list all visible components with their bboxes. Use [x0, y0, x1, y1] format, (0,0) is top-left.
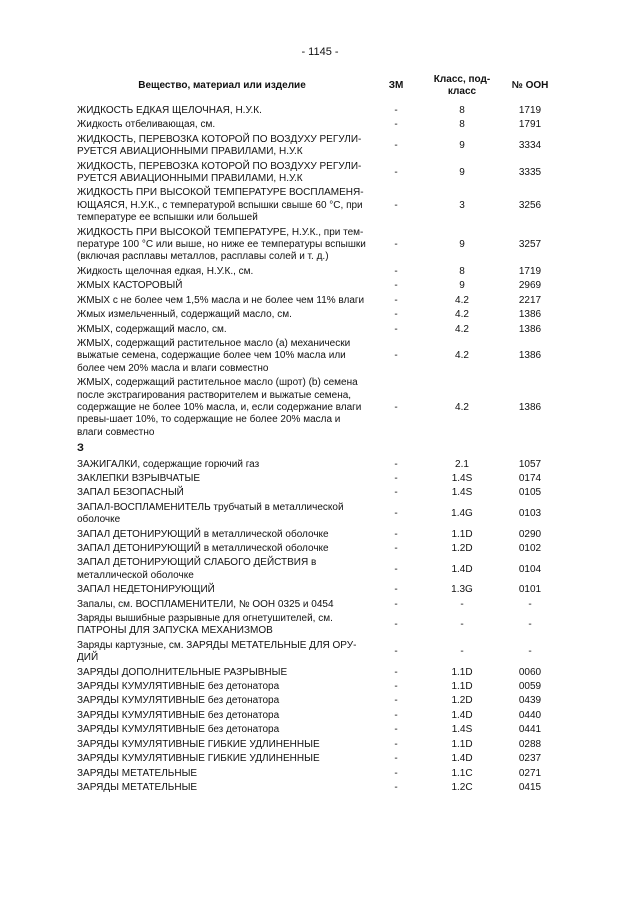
un-number-cell: - [528, 598, 532, 610]
table-row [77, 612, 561, 639]
table-header-row [77, 72, 561, 104]
un-number-cell: 1057 [518, 458, 542, 470]
table-row [77, 118, 561, 132]
header-substance: Вещество, материал или изделие [138, 80, 306, 91]
class-cell: - [460, 646, 464, 658]
un-number-cell: 0440 [518, 709, 542, 721]
substance-name-cell: ЗАРЯДЫ МЕТАТЕЛЬНЫЕ [77, 781, 198, 793]
table-row [77, 528, 561, 542]
class-cell: 3 [459, 199, 465, 211]
substance-name-cell: ЗАРЯДЫ КУМУЛЯТИВНЫЕ без детонатора [77, 681, 280, 693]
table-row [77, 279, 561, 293]
class-cell: 1.4D [451, 563, 473, 575]
un-number-cell: 1386 [518, 401, 542, 413]
un-number-cell: 0060 [518, 666, 542, 678]
un-number-cell: 0059 [518, 681, 542, 693]
substance-name-cell: ЗАПАЛ БЕЗОПАСНЫЙ [77, 487, 184, 499]
class-cell: 8 [459, 119, 465, 131]
substance-name-cell: ЖИДКОСТЬ, ПЕРЕВОЗКА КОТОРОЙ ПО ВОЗДУХУ РЕГУЛИ-РУЕТСЯ АВИАЦИОННЫМИ ПРАВИЛАМИ, Н.У.К [77, 160, 362, 185]
class-cell: 9 [459, 280, 465, 292]
zm-cell: - [394, 767, 398, 779]
un-number-cell: 0439 [518, 695, 542, 707]
class-cell: 4.2 [455, 323, 469, 335]
zm-cell: - [394, 619, 398, 631]
zm-cell: - [394, 646, 398, 658]
table-row [77, 458, 561, 472]
class-cell: 1.1D [451, 738, 473, 750]
un-number-cell: 0271 [518, 767, 542, 779]
substance-name-cell: ЖИДКОСТЬ ЕДКАЯ ЩЕЛОЧНАЯ, Н.У.К. [77, 105, 262, 116]
header-un-number: № ООН [511, 80, 549, 91]
class-cell: 9 [459, 166, 465, 178]
class-cell: 1.4S [451, 724, 473, 736]
table-row [77, 133, 561, 160]
un-number-cell: 3257 [518, 239, 542, 251]
table-row [77, 226, 561, 265]
zm-cell: - [394, 401, 398, 413]
zm-cell: - [394, 681, 398, 693]
class-cell: 1.2D [451, 543, 473, 554]
table-row [77, 486, 561, 500]
class-cell: 4.2 [455, 401, 469, 413]
substance-name-cell: ЖИДКОСТЬ ПРИ ВЫСОКОЙ ТЕМПЕРАТУРЕ ВОСПЛАМЕНЯ-ЮЩАЯСЯ, Н.У.К., с температурой вспышки свыше 60 °С, при температуре ее вспышки или большей [77, 187, 364, 224]
substance-name-cell: ЗАПАЛ ДЕТОНИРУЮЩИЙ СЛАБОГО ДЕЙСТВИЯ в металлической оболочке [77, 557, 317, 581]
table-row [77, 186, 561, 225]
table-row [77, 598, 561, 612]
class-cell: 1.2C [451, 781, 473, 793]
zm-cell: - [394, 781, 398, 793]
un-number-cell: 0101 [518, 584, 542, 596]
substance-name-cell: Запалы, см. ВОСПЛАМЕНИТЕЛИ, № ООН 0325 и 0454 [77, 598, 334, 610]
table-row [77, 337, 561, 376]
substance-name-cell: ЗАЖИГАЛКИ, содержащие горючий газ [77, 458, 260, 470]
table-row [77, 294, 561, 308]
class-cell: 1.4G [451, 507, 473, 519]
substance-name-cell: ЖМЫХ, содержащий растительное масло (шрот) (b) семена после экстрагирования растворителем и выжатые семена, содержащие не более 10% масла, и, если содержание влаги превы-шает 10%, то содержащие не более 20% масла и влаги совместно [77, 377, 362, 438]
class-cell: 4.2 [455, 350, 469, 362]
class-cell: - [460, 619, 464, 631]
zm-cell: - [394, 666, 398, 678]
substance-name-cell: ЖМЫХ КАСТОРОВЫЙ [77, 280, 183, 292]
zm-cell: - [394, 738, 398, 750]
zm-cell: - [394, 105, 398, 116]
substance-name-cell: ЗАРЯДЫ КУМУЛЯТИВНЫЕ ГИБКИЕ УДЛИНЕННЫЕ [77, 753, 320, 765]
substance-name-cell: ЖМЫХ с не более чем 1,5% масла и не более чем 11% влаги [77, 294, 365, 306]
zm-cell: - [394, 265, 398, 277]
table-row [77, 160, 561, 187]
table-row [77, 767, 561, 781]
un-number-cell: 2217 [518, 294, 542, 306]
class-cell: 1.4D [451, 753, 473, 765]
class-cell: 4.2 [455, 294, 469, 306]
zm-cell: - [394, 140, 398, 152]
table-row [77, 472, 561, 486]
substance-name-cell: ЗАРЯДЫ КУМУЛЯТИВНЫЕ ГИБКИЕ УДЛИНЕННЫЕ [77, 738, 320, 750]
header-class: Класс, под-класс [433, 74, 491, 97]
table-row [77, 738, 561, 752]
zm-cell: - [394, 472, 398, 484]
class-cell: 8 [459, 105, 465, 116]
zm-cell: - [394, 199, 398, 211]
table-row [77, 376, 561, 440]
table-row [77, 501, 561, 528]
un-number-cell: 0415 [518, 781, 542, 793]
un-number-cell: 0174 [518, 472, 542, 484]
zm-cell: - [394, 695, 398, 707]
table-row [77, 308, 561, 322]
table-row [77, 680, 561, 694]
un-number-cell: 0105 [518, 487, 542, 499]
un-number-cell: 3334 [518, 140, 542, 152]
zm-cell: - [394, 563, 398, 575]
table-row [77, 639, 561, 666]
table-row [77, 265, 561, 279]
substance-name-cell: Жидкость отбеливающая, см. [77, 119, 216, 131]
substance-name-cell: ЗАРЯДЫ ДОПОЛНИТЕЛЬНЫЕ РАЗРЫВНЫЕ [77, 666, 288, 678]
zm-cell: - [394, 598, 398, 610]
un-number-cell: 0103 [518, 507, 542, 519]
un-number-cell: 2969 [518, 280, 542, 292]
un-number-cell: 0441 [518, 724, 542, 736]
un-number-cell: 1719 [518, 105, 542, 116]
substance-name-cell: ЖИДКОСТЬ ПРИ ВЫСОКОЙ ТЕМПЕРАТУРЕ, Н.У.К., при тем-пературе 100 °С или выше, но ниже ее температуры вспышки (включая расплавы металлов, расплавы солей и т. д.) [77, 226, 366, 263]
class-cell: 1.4S [451, 487, 473, 499]
un-number-cell: 0102 [518, 543, 542, 554]
un-number-cell: 3335 [518, 166, 542, 178]
substance-name-cell: ЖИДКОСТЬ, ПЕРЕВОЗКА КОТОРОЙ ПО ВОЗДУХУ РЕГУЛИ-РУЕТСЯ АВИАЦИОННЫМИ ПРАВИЛАМИ, Н.У.К [77, 133, 362, 158]
substance-name-cell: ЗАРЯДЫ МЕТАТЕЛЬНЫЕ [77, 767, 198, 779]
substance-name-cell: Заряды вышибные разрывные для огнетушителей, см. ПАТРОНЫ ДЛЯ ЗАПУСКА МЕХАНИЗМОВ [77, 613, 333, 637]
table-row [77, 666, 561, 680]
zm-cell: - [394, 280, 398, 292]
zm-cell: - [394, 239, 398, 251]
zm-cell: - [394, 166, 398, 178]
zm-cell: - [394, 543, 398, 554]
header-zm: ЗМ [388, 80, 404, 91]
substance-name-cell: ЗАПАЛ-ВОСПЛАМЕНИТЕЛЬ трубчатый в металлической оболочке [77, 501, 344, 526]
page-number: - 1145 - [301, 46, 339, 58]
class-cell: 1.1D [451, 666, 473, 678]
un-number-cell: 0104 [518, 563, 542, 575]
substance-name-cell: ЗАПАЛ ДЕТОНИРУЮЩИЙ в металлической оболочке [77, 528, 329, 540]
section-heading-row [77, 440, 561, 457]
substance-name-cell: Жидкость щелочная едкая, Н.У.К., см. [77, 265, 254, 277]
table-row [77, 781, 561, 795]
un-number-cell: 0237 [518, 753, 542, 765]
substance-name-cell: ЖМЫХ, содержащий масло, см. [77, 323, 227, 335]
class-cell: 9 [459, 140, 465, 152]
un-number-cell: 3256 [518, 199, 542, 211]
zm-cell: - [394, 350, 398, 362]
zm-cell: - [394, 528, 398, 540]
table-row [77, 583, 561, 597]
section-letter: З [77, 442, 84, 455]
class-cell: 1.3G [451, 584, 473, 596]
un-number-cell: 0290 [518, 528, 542, 540]
substance-name-cell: ЗАРЯДЫ КУМУЛЯТИВНЫЕ без детонатора [77, 695, 280, 707]
table-row [77, 104, 561, 118]
zm-cell: - [394, 584, 398, 596]
substance-name-cell: Заряды картузные, см. ЗАРЯДЫ МЕТАТЕЛЬНЫЕ ДЛЯ ОРУ-ДИЙ [77, 639, 357, 664]
un-number-cell: 0288 [518, 738, 542, 750]
class-cell: 8 [459, 265, 465, 277]
substance-name-cell: ЖМЫХ, содержащий растительное масло (a) механически выжатые семена, содержащие более чем 10% масла или более чем 20% масла и влаги совместно [77, 337, 351, 374]
zm-cell: - [394, 709, 398, 721]
un-number-cell: 1386 [518, 350, 542, 362]
un-number-cell: 1386 [518, 309, 542, 321]
class-cell: 9 [459, 239, 465, 251]
un-number-cell: 1719 [518, 265, 542, 277]
un-number-cell: 1791 [518, 119, 542, 131]
class-cell: 4.2 [455, 309, 469, 321]
table-row [77, 694, 561, 708]
substance-name-cell: ЗАРЯДЫ КУМУЛЯТИВНЫЕ без детонатора [77, 709, 280, 721]
substance-name-cell: Жмых измельченный, содержащий масло, см. [77, 309, 292, 321]
class-cell: 2.1 [455, 458, 469, 470]
un-number-cell: 1386 [518, 323, 542, 335]
class-cell: 1.4S [451, 472, 473, 484]
table-row [77, 709, 561, 723]
class-cell: - [460, 598, 464, 610]
class-cell: 1.4D [451, 709, 473, 721]
table-row [77, 542, 561, 556]
un-number-cell: - [528, 646, 532, 658]
substance-name-cell: ЗАПАЛ НЕДЕТОНИРУЮЩИЙ [77, 584, 215, 596]
zm-cell: - [394, 119, 398, 131]
zm-cell: - [394, 458, 398, 470]
zm-cell: - [394, 487, 398, 499]
class-cell: 1.2D [451, 695, 473, 707]
zm-cell: - [394, 753, 398, 765]
zm-cell: - [394, 309, 398, 321]
class-cell: 1.1D [451, 681, 473, 693]
zm-cell: - [394, 323, 398, 335]
substance-name-cell: ЗАКЛЕПКИ ВЗРЫВЧАТЫЕ [77, 472, 201, 484]
class-cell: 1.1C [451, 767, 473, 779]
substances-table [77, 72, 561, 795]
zm-cell: - [394, 724, 398, 736]
table-body [77, 104, 561, 795]
zm-cell: - [394, 507, 398, 519]
substance-name-cell: ЗАРЯДЫ КУМУЛЯТИВНЫЕ без детонатора [77, 724, 280, 736]
table-row [77, 323, 561, 337]
class-cell: 1.1D [451, 528, 473, 540]
table-row [77, 556, 561, 583]
table-row [77, 723, 561, 737]
un-number-cell: - [528, 619, 532, 631]
zm-cell: - [394, 294, 398, 306]
table-row [77, 752, 561, 766]
substance-name-cell: ЗАПАЛ ДЕТОНИРУЮЩИЙ в металлической оболочке [77, 543, 329, 554]
